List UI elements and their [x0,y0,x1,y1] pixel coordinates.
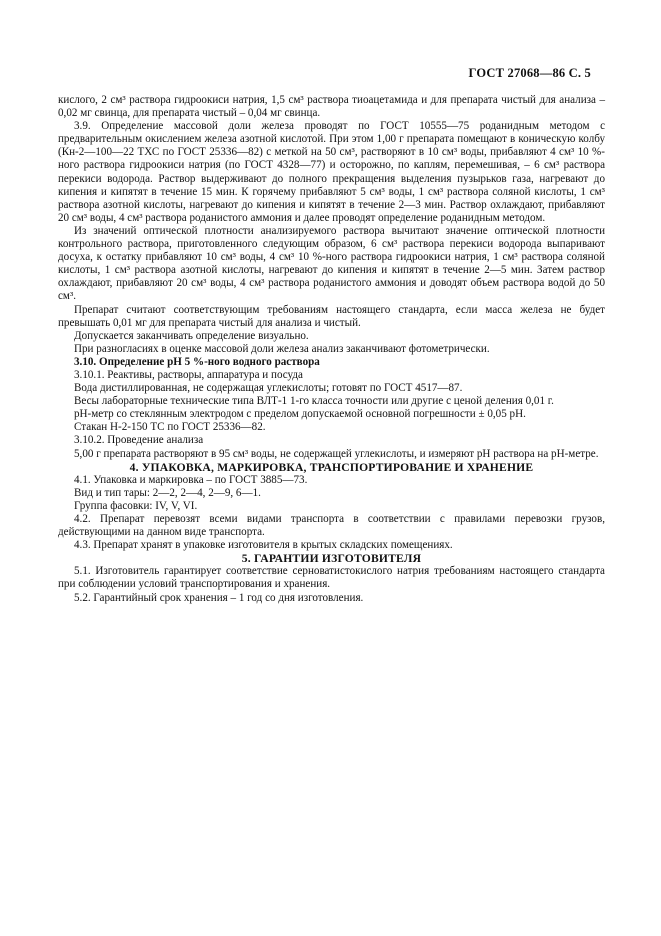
paragraph: 5.2. Гарантийный срок хранения – 1 год со дня изготовления. [74,591,364,604]
paragraph: рН-метр со стеклянным электродом с пределом допускаемой основной погрешности ± 0,05 рН. [74,408,526,421]
paragraph: При разногласиях в оценке массовой доли железа анализ заканчивают фотометрически. [74,342,490,355]
paragraph: 3.10.2. Проведение анализа [74,434,204,447]
paragraph: Допускается заканчивать определение визуально. [74,329,309,342]
paragraph: Препарат считают соответствующим требованиям настоящего стандарта, если масса железа не будет превышать 0,01 мг для препарата чистый для анализа и чистый. [58,303,605,329]
paragraph: Группа фасовки: IV, V, VI. [74,499,198,512]
paragraph: Вода дистиллированная, не содержащая углекислоты; готовят по ГОСТ 4517—87. [74,382,463,395]
paragraph: 5.1. Изготовитель гарантирует соответствие серноватистокислого натрия требованиям настоящего стандарта при соблюдении условий транспортирования и хранения. [58,565,605,591]
page-header: ГОСТ 27068—86 С. 5 [468,66,591,80]
paragraph: кислого, 2 см³ раствора гидроокиси натрия, 1,5 см³ раствора тиоацетамида и для препарата чистый для анализа – 0,02 мг свинца, для препарата чистый – 0,04 мг свинца. [58,94,605,120]
paragraph: Вид и тип тары: 2—2, 2—4, 2—9, 6—1. [74,486,261,499]
paragraph: 5,00 г препарата растворяют в 95 см³ воды, не содержащей углекислоты, и измеряют рН раствора на рН-метре. [74,447,599,460]
subsection-heading: 3.10. Определение рН 5 %-ного водного раствора [74,355,320,368]
paragraph: Стакан Н-2-150 ТС по ГОСТ 25336—82. [74,421,266,434]
paragraph: Из значений оптической плотности анализируемого раствора вычитают значение оптической плотности контрольного раствора, приготовленного следующим образом, 6 см³ раствора перекиси водорода выпаривают досуха, к остатку прибавляют 10 см³ воды, 4 см³ 10 %-ного раствора гидроокиси натрия, 1 см³ раствора соляной кислоты, 1 см³ раствора азотной кислоты, нагревают до кипения и кипятят в течение 2—5 мин. Затем раствор охлаждают, прибавляют 20 см³ воды, 4 см³ раствора роданистого аммония и доводят объем раствора водой до 50 см³. [58,224,605,303]
paragraph: 4.3. Препарат хранят в упаковке изготовителя в крытых складских помещениях. [74,539,453,552]
paragraph: Весы лабораторные технические типа ВЛТ-1 1-го класса точности или другие с ценой деления 0,01 г. [74,395,554,408]
paragraph: 4.1. Упаковка и маркировка – по ГОСТ 3885—73. [74,473,308,486]
paragraph: 3.9. Определение массовой доли железа проводят по ГОСТ 10555—75 роданидным методом с предварительным окислением железа азотной кислотой. При этом 1,00 г препарата помещают в коническую колбу (Кн-2—100—22 ТХС по ГОСТ 25336—82) с меткой на 50 см³, растворяют в 10 см³ воды, прибавляют 4 см³ 10 %-ного раствора гидроокиси натрия (по ГОСТ 4328—77) и осторожно, по каплям, перемешивая, – 6 см³ раствора перекиси водорода. Раствор выдерживают до полного прекращения выделения пузырьков газа, нагревают до кипения и кипятят в течение 15 мин. К горячему прибавляют 5 см³ воды, 1 см³ раствора соляной кислоты, 1 см³ раствора азотной кислоты, нагревают до кипения и кипятят в течение 2—3 мин. Раствор охлаждают, прибавляют 20 см³ воды, 4 см³ раствора роданистого аммония и далее проводят определение роданидным методом. [58,120,605,224]
section-heading: 5. ГАРАНТИИ ИЗГОТОВИТЕЛЯ [241,552,422,566]
section-heading: 4. УПАКОВКА, МАРКИРОВКА, ТРАНСПОРТИРОВАНИЕ И ХРАНЕНИЕ [129,460,534,474]
page-content [58,94,605,605]
paragraph: 3.10.1. Реактивы, растворы, аппаратура и посуда [74,368,303,381]
paragraph: 4.2. Препарат перевозят всеми видами транспорта в соответствии с правилами перевозки грузов, действующими на данном виде транспорта. [58,513,605,539]
